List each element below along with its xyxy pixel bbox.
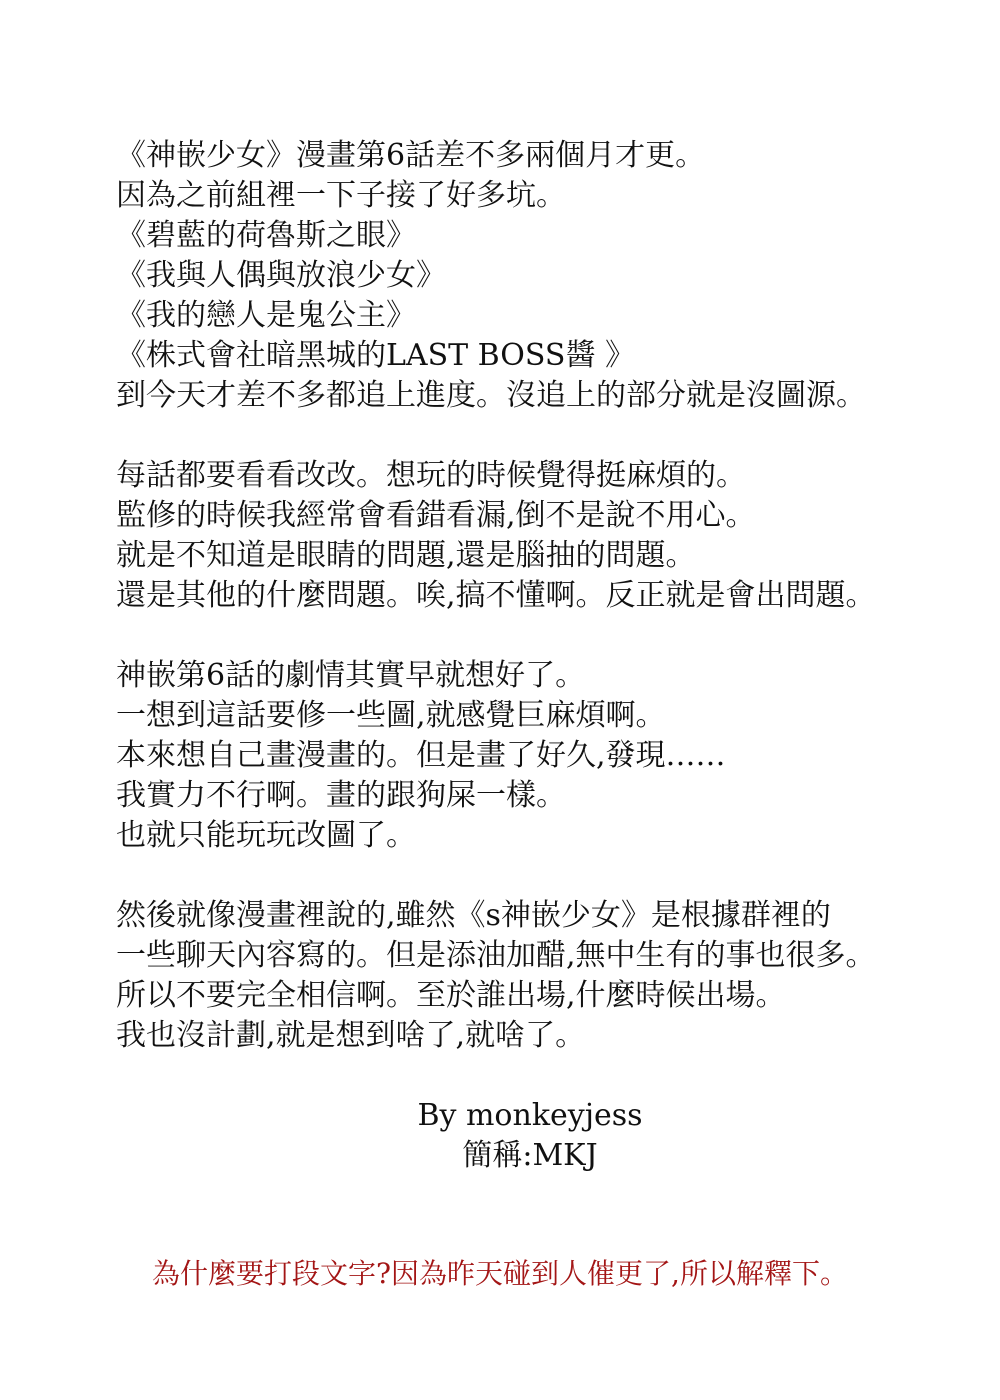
paragraph-1 — [116, 136, 976, 416]
text-line: 到今天才差不多都追上進度。沒追上的部分就是沒圖源。 — [116, 378, 866, 413]
text-line: 就是不知道是眼睛的問題,還是腦抽的問題。 — [116, 538, 696, 573]
signature-author: By monkeyjess — [417, 1098, 643, 1133]
text-line: 因為之前組裡一下子接了好多坑。 — [116, 178, 566, 213]
text-line: 也就只能玩玩改圖了。 — [116, 818, 416, 853]
text-line: 《碧藍的荷魯斯之眼》 — [116, 218, 416, 253]
text-line: 我實力不行啊。畫的跟狗屎一樣。 — [116, 778, 566, 813]
text-line: 監修的時候我經常會看錯看漏,倒不是說不用心。 — [116, 498, 756, 533]
text-line: 《神嵌少女》漫畫第6話差不多兩個月才更。 — [116, 138, 706, 173]
footer-note: 為什麼要打段文字?因為昨天碰到人催更了,所以解釋下。 — [152, 1257, 848, 1290]
text-line: 一想到這話要修一些圖,就感覺巨麻煩啊。 — [116, 698, 666, 733]
text-line: 《我與人偶與放浪少女》 — [116, 258, 446, 293]
text-line: 每話都要看看改改。想玩的時候覺得挺麻煩的。 — [116, 458, 746, 493]
text-line: 一些聊天內容寫的。但是添油加醋,無中生有的事也很多。 — [116, 938, 876, 973]
text-line: 神嵌第6話的劇情其實早就想好了。 — [116, 658, 586, 693]
text-line: 然後就像漫畫裡說的,雖然《s神嵌少女》是根據群裡的 — [116, 898, 831, 933]
paragraph-4 — [116, 896, 976, 1056]
text-line: 《我的戀人是鬼公主》 — [116, 298, 416, 333]
text-line: 我也沒計劃,就是想到啥了,就啥了。 — [116, 1018, 586, 1053]
paragraph-2 — [116, 456, 976, 616]
paragraph-3 — [116, 656, 976, 856]
signature-abbreviation: 簡稱:MKJ — [462, 1138, 598, 1173]
text-line: 所以不要完全相信啊。至於誰出場,什麼時候出場。 — [116, 978, 786, 1013]
text-line: 還是其他的什麼問題。唉,搞不懂啊。反正就是會出問題。 — [116, 578, 876, 613]
text-line: 《株式會社暗黑城的LAST BOSS醬 》 — [116, 338, 635, 373]
text-line: 本來想自己畫漫畫的。但是畫了好久,發現…… — [116, 738, 726, 773]
